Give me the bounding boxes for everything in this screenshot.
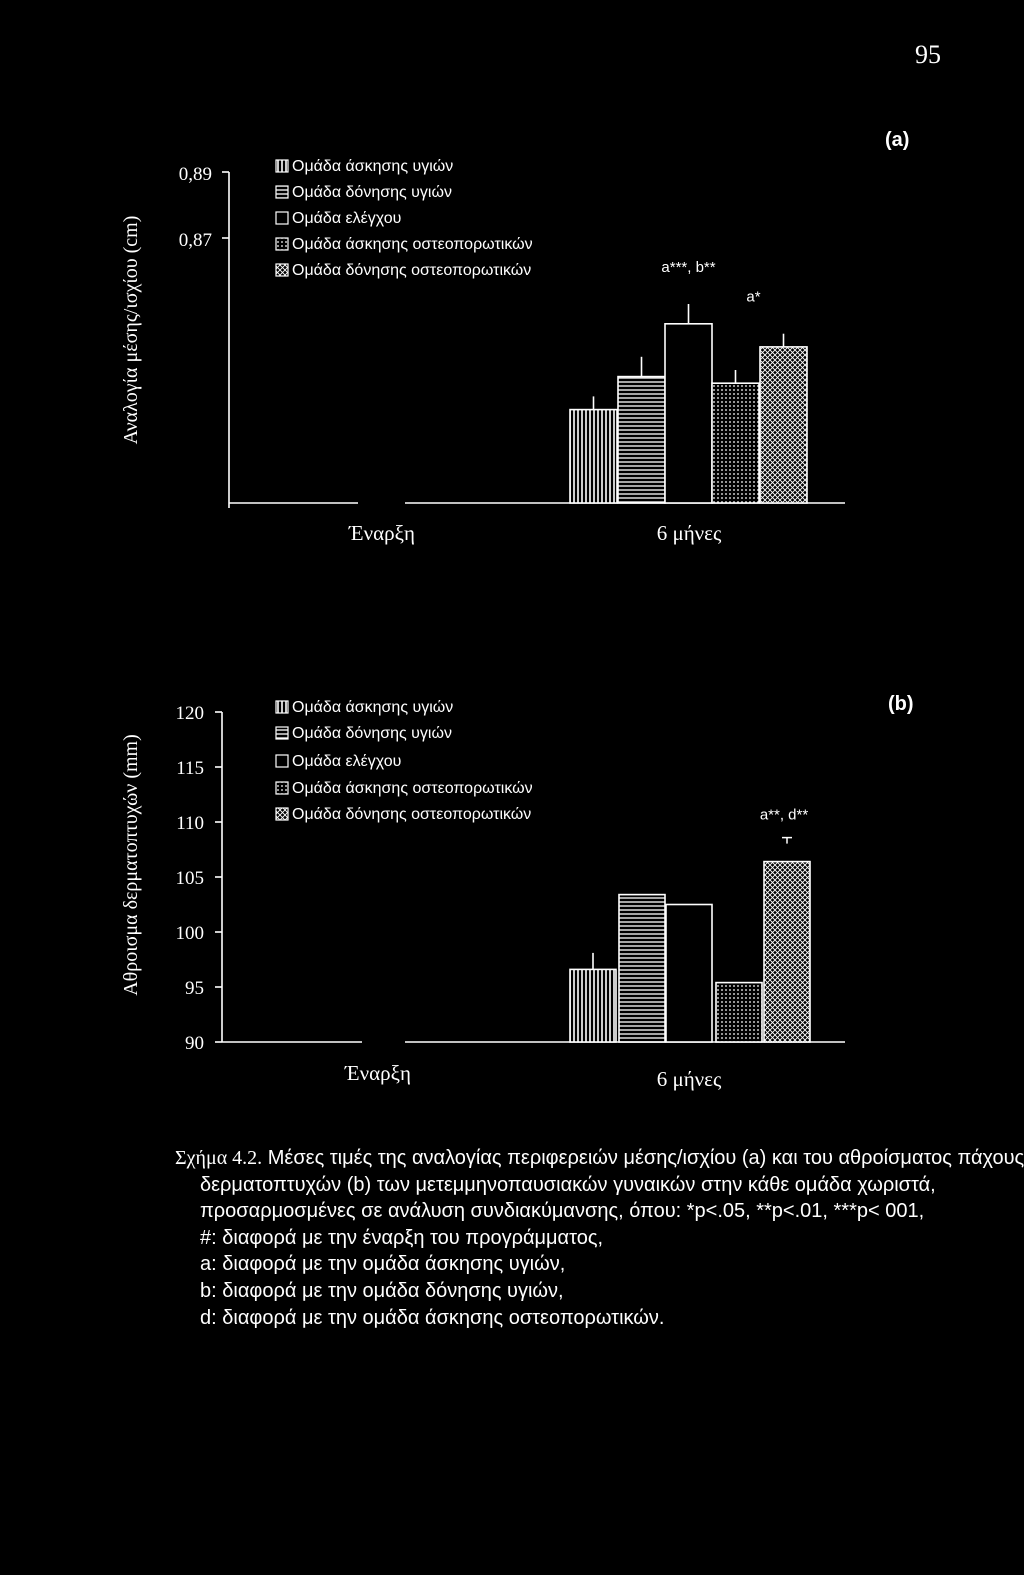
caption-lead: Σχήμα 4.2. bbox=[175, 1147, 263, 1169]
legend-label: Ομάδα ελέγχου bbox=[292, 210, 402, 227]
y-tick-label: 110 bbox=[176, 813, 204, 834]
bar-4 bbox=[712, 383, 759, 503]
figure-caption bbox=[175, 1145, 1024, 1331]
y-axis bbox=[176, 703, 223, 1054]
caption-line: Μέσες τιμές της αναλογίας περιφερειών μέσης/ισχίου (a) και του αθροίσματος πάχους bbox=[267, 1147, 1024, 1169]
legend-label: Ομάδα άσκησης υγιών bbox=[292, 699, 454, 716]
bars bbox=[570, 807, 810, 1042]
legend-label: Ομάδα ελέγχου bbox=[292, 753, 402, 770]
legend-item bbox=[276, 753, 401, 770]
y-tick-label: 0,89 bbox=[178, 164, 212, 185]
legend-item bbox=[276, 699, 453, 716]
legend-item bbox=[276, 780, 533, 797]
x-axis bbox=[229, 503, 845, 545]
bar-5 bbox=[764, 862, 810, 1042]
legend-item bbox=[276, 184, 452, 201]
panel-label: (b) bbox=[888, 693, 914, 715]
caption-line: προσαρμοσμένες σε ανάλυση συνδιακύμανσης, όπου: *p<.05, **p<.01, ***p< 001, bbox=[200, 1200, 925, 1223]
bar-2 bbox=[619, 895, 665, 1042]
x-category-label: 6 μήνες bbox=[656, 1067, 722, 1091]
legend-item bbox=[276, 725, 452, 742]
legend-label: Ομάδα δόνησης οστεοπορωτικών bbox=[292, 806, 532, 823]
x-category-label: 6 μήνες bbox=[656, 521, 722, 545]
y-axis-label: Αναλογία μέσης/ισχίου (cm) bbox=[120, 215, 142, 445]
bar-3 bbox=[666, 905, 712, 1043]
legend-label: Ομάδα δόνησης υγιών bbox=[292, 725, 452, 742]
y-tick-label: 0,87 bbox=[178, 230, 212, 251]
bars bbox=[570, 259, 807, 503]
legend-item bbox=[276, 236, 533, 253]
y-tick-label: 105 bbox=[175, 868, 204, 889]
caption-line: b: διαφορά με την ομάδα δόνησης υγιών, bbox=[200, 1279, 564, 1302]
page-number: 95 bbox=[915, 40, 941, 69]
x-category-label: Έναρξη bbox=[349, 521, 415, 545]
significance-annotation: a* bbox=[746, 288, 761, 306]
x-category-label: Έναρξη bbox=[345, 1061, 411, 1085]
panel-label: (a) bbox=[885, 129, 910, 151]
y-axis-label: Αθροισμα δερματοπτυχών (mm) bbox=[120, 734, 142, 996]
y-tick-label: 90 bbox=[185, 1033, 204, 1054]
bar-1 bbox=[570, 969, 616, 1042]
chart-waist-hip-ratio bbox=[0, 0, 1024, 560]
y-tick-label: 95 bbox=[185, 978, 204, 999]
legend bbox=[276, 699, 533, 823]
caption-line: #: διαφορά με την έναρξη του προγράμματος, bbox=[200, 1226, 604, 1249]
caption-line: δερματοπτυχών (b) των μετεμμηνοπαυσιακών γυναικών στην κάθε ομάδα χωριστά, bbox=[200, 1173, 936, 1196]
bar-5 bbox=[760, 347, 807, 503]
legend-item bbox=[276, 158, 453, 175]
legend-label: Ομάδα δόνησης υγιών bbox=[292, 184, 452, 201]
bar-1 bbox=[570, 410, 617, 503]
significance-annotation: a**, d** bbox=[759, 806, 809, 824]
legend-label: Ομάδα δόνησης οστεοπορωτικών bbox=[292, 262, 532, 279]
legend-label: Ομάδα άσκησης οστεοπορωτικών bbox=[292, 236, 533, 253]
legend-label: Ομάδα άσκησης οστεοπορωτικών bbox=[292, 780, 533, 797]
legend-item bbox=[276, 806, 531, 823]
x-axis bbox=[222, 1042, 845, 1091]
caption-line: a: διαφορά με την ομάδα άσκησης υγιών, bbox=[200, 1253, 566, 1276]
bar-2 bbox=[618, 377, 665, 503]
legend-item bbox=[276, 262, 531, 279]
y-tick-label: 120 bbox=[175, 703, 204, 724]
legend-label: Ομάδα άσκησης υγιών bbox=[292, 158, 454, 175]
y-tick-label: 115 bbox=[176, 758, 204, 779]
legend-item bbox=[276, 210, 401, 227]
y-tick-label: 100 bbox=[175, 923, 204, 944]
caption-line: d: διαφορά με την ομάδα άσκησης οστεοπορωτικών. bbox=[200, 1306, 665, 1329]
bar-3 bbox=[665, 324, 712, 503]
legend bbox=[276, 158, 533, 279]
chart-skinfold-sum bbox=[0, 680, 1024, 1120]
bar-4 bbox=[716, 983, 762, 1042]
significance-annotation: a***, b** bbox=[661, 259, 716, 276]
y-axis bbox=[179, 164, 229, 508]
